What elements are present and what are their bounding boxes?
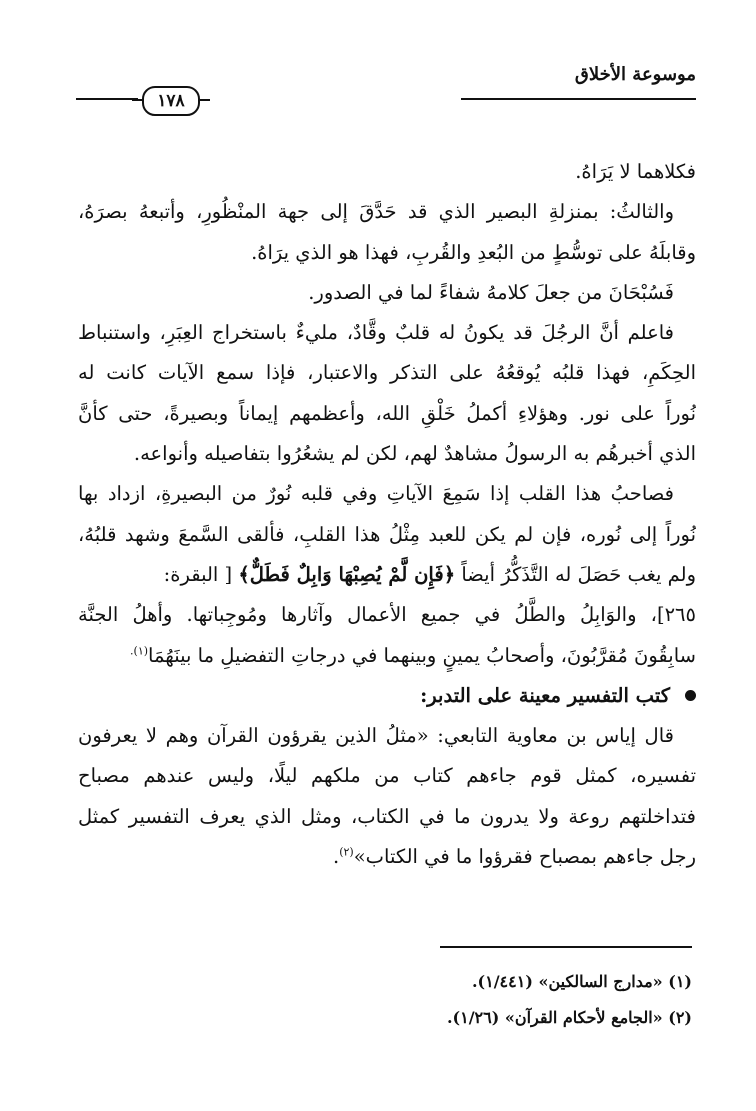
footnote-divider — [440, 946, 692, 948]
text-segment: . — [333, 845, 340, 869]
bullet-icon — [685, 690, 696, 701]
footnote-ref: (١). — [130, 644, 149, 658]
text-segment: رجل جاءهم بمصباح فقرؤوا ما في الكتاب» — [353, 845, 696, 869]
page-number: ١٧٨ — [142, 86, 200, 116]
page-header — [60, 62, 696, 116]
footnotes — [200, 964, 692, 1036]
page-body — [78, 152, 696, 877]
text-line: الحِكَمِ، فهذا قلبُه يُوقعُهُ على التذكر والاعتبار، فإذا سمع الآيات كانت له — [78, 361, 696, 385]
footnote: (٢) «الجامع لأحكام القرآن» (١/٢٦). — [446, 1008, 692, 1027]
text-line: قال إياس بن معاوية التابعي: «مثلُ الذين يقرؤون القرآن وهم لا يعرفون — [78, 724, 674, 748]
text-line: تفسيره، كمثل قوم جاءهم كتاب من ملكهم ليلًا، وليس عندهم مصباح — [78, 764, 696, 788]
heading-text: كتب التفسير معينة على التدبر: — [420, 683, 670, 707]
text-line: نُوراً على نور. وهؤلاءِ أكملُ خَلْقِ الله، وأعظمهم إيماناً وبصيرةً، حتى كأنَّ — [78, 401, 696, 425]
text-line: فكلاهما لا يَرَاهُ. — [575, 160, 696, 183]
verse-reference: [ البقرة: — [163, 562, 233, 586]
text-line — [78, 636, 696, 676]
section-heading — [78, 676, 696, 716]
text-line: ٢٦٥]، والوَابِلُ والطَّلُ في جميع الأعمال وآثارها ومُوجِباتها. وأهلُ الجنَّة — [78, 603, 696, 627]
text-line: فاعلم أنَّ الرجُلَ قد يكونُ له قلبٌ وقَّادٌ، مليءٌ باستخراج العِبَرِ، واستنباط — [78, 321, 674, 345]
text-line: الذي أخبرهُم به الرسولُ مشاهدٌ لهم، لكن لم يشعُرُوا بتفاصيله وأنواعه. — [133, 442, 696, 466]
text-line: فتداخلتهم روعة ولا يدرون ما في الكتاب، ومثل الذي يعرف التفسير كمثل — [78, 804, 696, 828]
text-line: وقابلَهُ على توسُّطٍ من البُعدِ والقُربِ، فهذا هو الذي يرَاهُ. — [251, 240, 696, 264]
text-segment: ولم يغب حَصَلَ له التَّذَكُّرُ أيضاً — [461, 562, 696, 586]
footnote: (١) «مدارج السالكين» (١/٤٤١). — [471, 972, 692, 991]
text-line: والثالثُ: بمنزلةِ البصير الذي قد حَدَّقَ إلى جهة المنْظُورِ، وأتبعهُ بصرَهُ، — [78, 200, 674, 224]
book-title: موسوعة الأخلاق — [574, 64, 696, 85]
quran-verse: ﴿فَإِن لَّمْ يُصِبْهَا وَابِلٌ فَطَلٌّ﴾ — [238, 562, 456, 586]
header-rule — [76, 98, 138, 100]
text-line: فصاحبُ هذا القلب إذا سَمِعَ الآياتِ وفي قلبه نُورٌ من البصيرةِ، ازداد بها — [78, 482, 674, 506]
text-line: فَسُبْحَانَ من جعلَ كلامهُ شفاءً لما في الصدور. — [308, 280, 674, 304]
text-line: نُوراً إلى نُوره، فإن لم يكن للعبد مِثْلُ هذا القلبِ، فألقى السَّمعَ وشهد قلبُهُ، — [78, 522, 696, 546]
header-rule — [461, 98, 696, 100]
text-line — [78, 837, 696, 877]
text-segment: سابِقُونَ مُقرَّبُونَ، وأصحابُ يمينٍ وبينهما في درجاتِ التفضيلِ ما بينَهُمَا — [148, 643, 696, 667]
footnote-ref: (٢) — [339, 845, 354, 859]
text-line — [78, 555, 696, 595]
